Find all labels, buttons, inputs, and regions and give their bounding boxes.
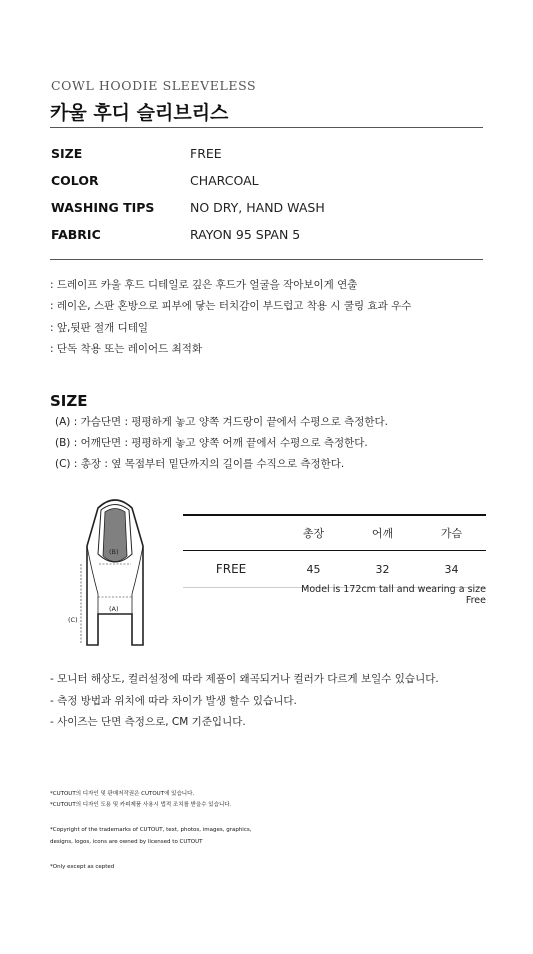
spec-label-color: COLOR: [51, 173, 99, 188]
size-table-cell: 34: [417, 551, 486, 588]
fine-print: *CUTOUT의 디자인 및 판매저작권은 CUTOUT에 있습니다.: [50, 791, 195, 797]
size-table-header-cell: 가슴: [417, 515, 486, 551]
garment-measurement-diagram: [70, 494, 160, 654]
fine-print: *Copyright of the trademarks of CUTOUT, text, photos, images, graphics,: [50, 827, 252, 833]
spec-label-fabric: FABRIC: [51, 227, 101, 242]
model-note: Model is 172cm tall and wearing a size Free: [301, 584, 486, 606]
title-divider: [50, 127, 483, 128]
fine-print: *Only except as cepted: [50, 864, 115, 870]
notice-item: - 측정 방법과 위치에 따라 차이가 발생 할수 있습니다.: [50, 695, 297, 707]
table-row: [183, 551, 486, 588]
size-table-header: [183, 515, 486, 551]
size-table-cell: 45: [279, 551, 348, 588]
diagram-label-b: (B): [109, 548, 119, 556]
feature-item: : 앞,뒷판 절개 디테일: [50, 322, 149, 334]
notice-item: - 사이즈는 단면 측정으로, CM 기준입니다.: [50, 716, 246, 728]
size-heading: SIZE: [50, 392, 88, 410]
spec-divider: [50, 259, 483, 260]
feature-item: : 단독 착용 또는 레이어드 최적화: [50, 343, 203, 355]
fine-print: *CUTOUT의 디자인 도용 및 카피제품 사용시 법적 조치를 받을수 있습니다.: [50, 802, 232, 808]
diagram-label-a: (A): [109, 605, 119, 613]
product-subtitle-en: COWL HOODIE SLEEVELESS: [51, 78, 257, 93]
measurement-shoulder: (B) : 어깨단면 : 평평하게 놓고 양쪽 어깨 끝에서 수평으로 측정한다.: [55, 437, 368, 449]
spec-value-washing: NO DRY, HAND WASH: [190, 200, 325, 215]
spec-value-fabric: RAYON 95 SPAN 5: [190, 227, 301, 242]
fine-print: designs, logos, icons are owned by licensed to CUTOUT: [50, 839, 203, 845]
diagram-label-c: (C): [68, 616, 78, 624]
size-table-header-cell: 총장: [279, 515, 348, 551]
product-title: 카울 후디 슬리브리스: [50, 102, 229, 124]
spec-value-color: CHARCOAL: [190, 173, 259, 188]
spec-label-size: SIZE: [51, 146, 83, 161]
measurement-length: (C) : 총장 : 옆 목점부터 밑단까지의 길이를 수직으로 측정한다.: [55, 458, 345, 470]
feature-item: : 레이온, 스판 혼방으로 피부에 닿는 터치감이 부드럽고 착용 시 쿨링 효과 우수: [50, 300, 412, 312]
size-table-cell: 32: [348, 551, 417, 588]
size-table-header-cell: [183, 515, 279, 551]
notice-item: - 모니터 해상도, 컬러설정에 따라 제품이 왜곡되거나 컬러가 다르게 보일수 있습니다.: [50, 673, 439, 685]
size-table: [183, 514, 486, 588]
spec-label-washing: WASHING TIPS: [51, 200, 155, 215]
measurement-chest: (A) : 가슴단면 : 평평하게 놓고 양쪽 겨드랑이 끝에서 수평으로 측정한다.: [55, 416, 389, 428]
size-table-header-cell: 어깨: [348, 515, 417, 551]
feature-item: : 드레이프 카울 후드 디테일로 깊은 후드가 얼굴을 작아보이게 연출: [50, 279, 358, 291]
size-table-row-label: FREE: [183, 551, 279, 588]
spec-value-size: FREE: [190, 146, 222, 161]
